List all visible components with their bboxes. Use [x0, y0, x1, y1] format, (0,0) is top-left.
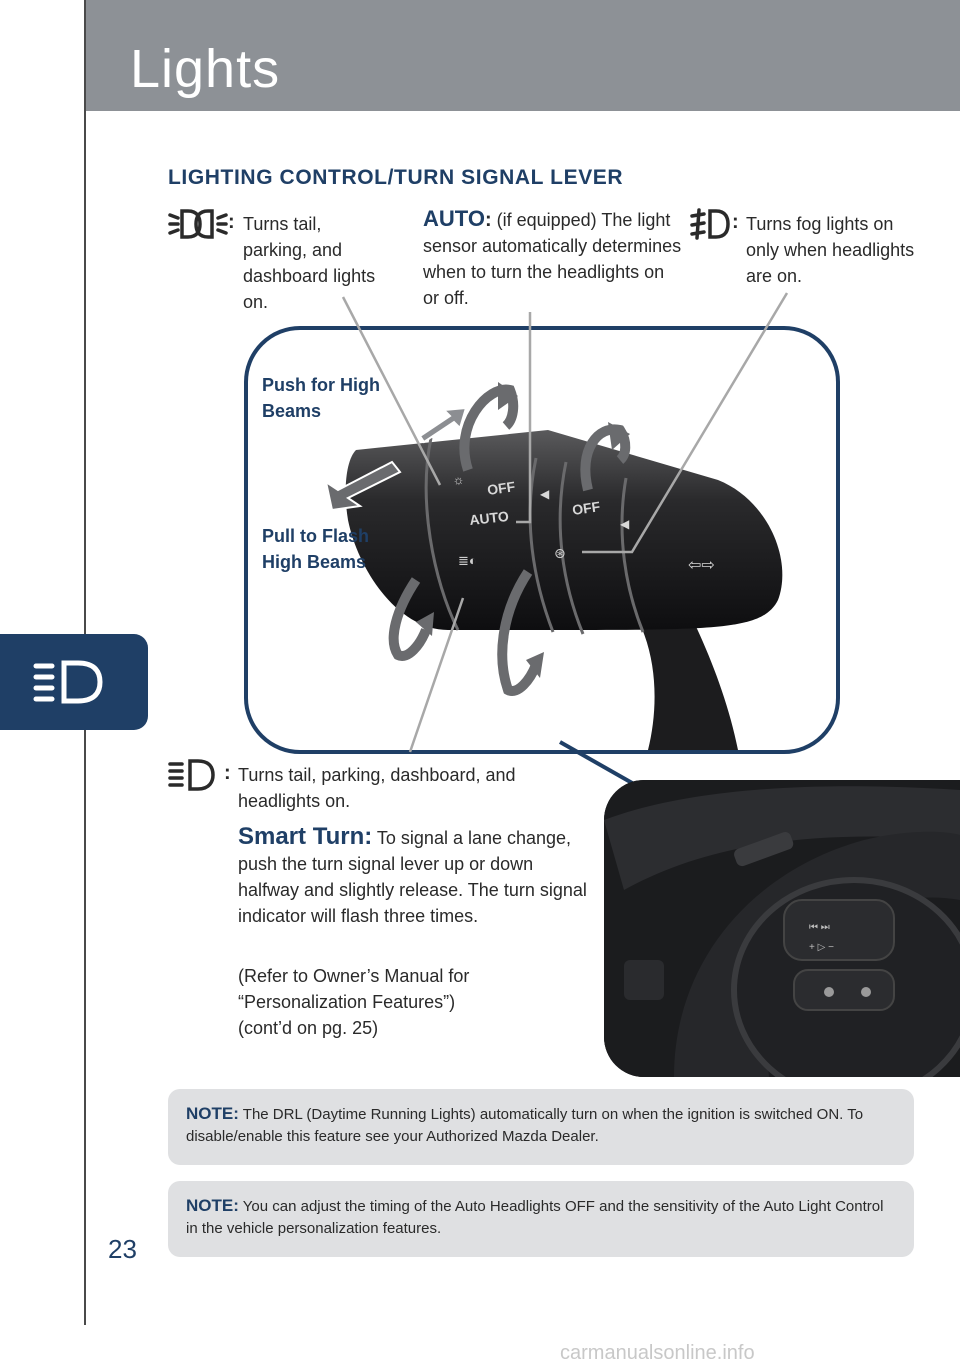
note-label: NOTE: — [186, 1196, 239, 1215]
svg-text:◀: ◀ — [620, 517, 630, 531]
smart-turn-continued: (cont’d on pg. 25) — [238, 1018, 379, 1038]
watermark: carmanualsonline.info — [560, 1342, 755, 1364]
fog-lights-description: Turns fog lights on only when headlights are on. — [746, 214, 915, 286]
push-high-beams-label: Push for High Beams — [262, 375, 380, 421]
svg-text:+ ▷ −: + ▷ − — [809, 942, 834, 953]
note-box-auto-headlights — [168, 1181, 914, 1257]
smart-turn-description: To signal a lane change, push the turn signal lever up or down halfway and slightly release. The turn signal indicator will flash three times. — [238, 828, 587, 926]
page-number: 23 — [108, 1234, 137, 1264]
headlights-icon — [168, 758, 216, 797]
note-drl-content — [186, 1103, 898, 1148]
lever-off-label-2: OFF — [571, 498, 602, 518]
note-auto-content — [186, 1195, 898, 1240]
note-drl-text: The DRL (Daytime Running Lights) automatically turn on when the ignition is switched ON. To disable/enable this feature see your Authorized Mazda Dealer. — [186, 1106, 864, 1145]
headlights-description: Turns tail, parking, dashboard, and headlights on. — [238, 765, 516, 811]
steering-wheel-photo — [604, 780, 960, 1077]
svg-text:⊛: ⊛ — [554, 545, 566, 561]
headlights-colon: : — [224, 762, 231, 784]
note-auto-text: You can adjust the timing of the Auto Headlights OFF and the sensitivity of the Auto Light Control in the vehicle personalization features. — [186, 1198, 884, 1237]
svg-text:≣◐: ≣◐ — [458, 553, 477, 568]
auto-heading: AUTO — [423, 206, 485, 231]
parking-colon: : — [228, 211, 235, 233]
lever-off-label-1: OFF — [486, 478, 517, 498]
svg-text:⏮ ⏭: ⏮ ⏭ — [809, 922, 830, 933]
lever-auto-label: AUTO — [468, 507, 510, 528]
smart-turn-heading: Smart Turn: — [238, 823, 373, 850]
auto-description: (if equipped) The light sensor automatically determines when to turn the headlights on or off. — [423, 210, 682, 308]
note-box-drl — [168, 1089, 914, 1165]
note-label: NOTE: — [186, 1104, 239, 1123]
fog-colon: : — [732, 211, 739, 233]
svg-text:☼: ☼ — [451, 471, 466, 488]
svg-text:⇦⇨: ⇦⇨ — [688, 557, 715, 574]
page-title: Lights — [130, 39, 281, 99]
pull-flash-high-beams-label: Pull to Flash High Beams — [262, 526, 370, 572]
smart-turn-reference: (Refer to Owner’s Manual for “Personalization Features”) — [238, 966, 470, 1012]
section-title: LIGHTING CONTROL/TURN SIGNAL LEVER — [168, 166, 624, 189]
smart-turn-block — [238, 824, 590, 929]
auto-colon: : — [484, 209, 492, 231]
svg-text:◀: ◀ — [540, 487, 550, 501]
parking-lights-description: Turns tail, parking, and dashboard lights on. — [243, 214, 376, 312]
